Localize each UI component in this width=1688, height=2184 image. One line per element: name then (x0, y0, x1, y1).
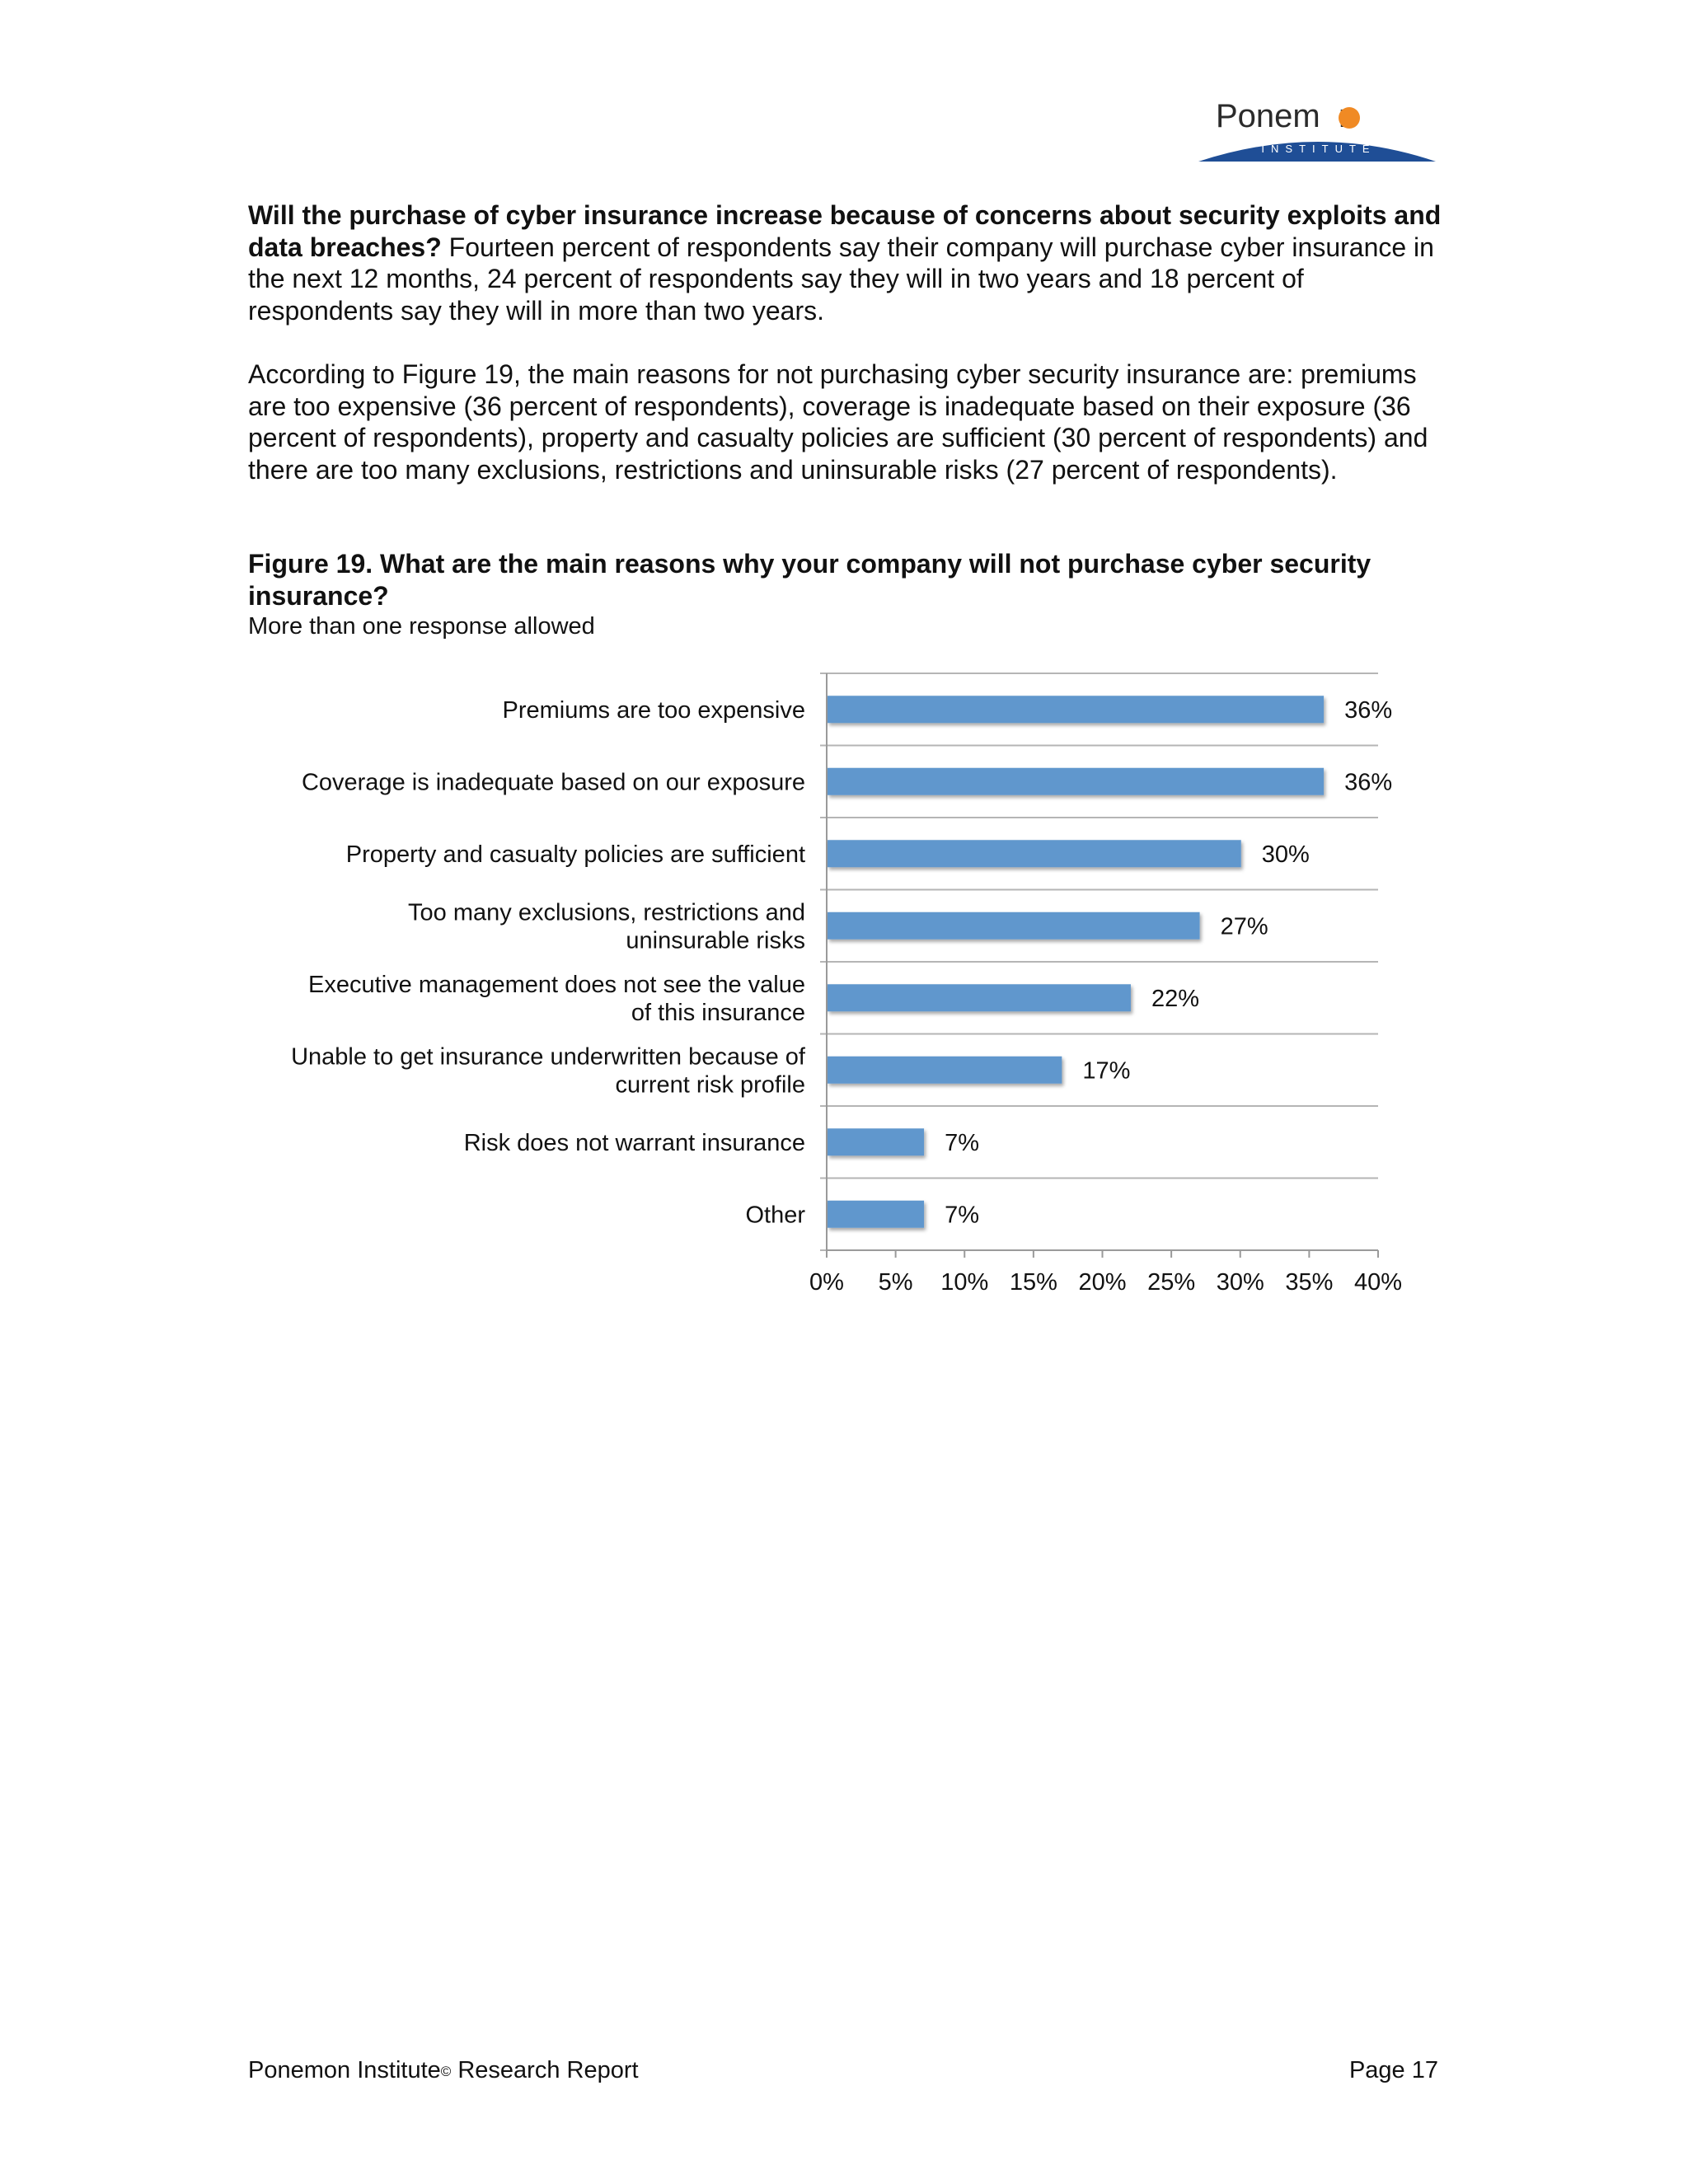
bar-value-label: 17% (1082, 1057, 1131, 1085)
intro-paragraph (248, 199, 1443, 326)
category-label: Other (745, 1202, 805, 1229)
bar-value-label: 36% (1344, 769, 1393, 796)
bar (828, 1057, 1062, 1084)
intro-question: Will the purchase of cyber insurance increase because of concerns about security exploits and data breaches? (248, 200, 1442, 262)
ponemon-institute-logo (1195, 97, 1442, 163)
category-label: Premiums are too expensive (502, 696, 805, 724)
category-label: Executive management does not see the value of this insurance (308, 971, 805, 1026)
x-tick-label: 5% (878, 1269, 913, 1296)
footer-report-text: Research Report (451, 2057, 639, 2083)
footer-report-name (248, 2057, 639, 2084)
logo-sub-text: INSTITUTE (1261, 143, 1376, 155)
footer-institute: Ponemon Institute (248, 2057, 441, 2083)
bar (828, 1128, 924, 1155)
category-label: Property and casualty policies are sufficient (345, 841, 805, 868)
category-label: Too many exclusions, restrictions and uninsurable risks (408, 899, 805, 954)
bar-value-label: 36% (1344, 696, 1393, 724)
category-label: Coverage is inadequate based on our exposure (301, 769, 805, 796)
footer-copyright-mark: © (440, 2064, 452, 2079)
footer-page-number: Page 17 (1348, 2057, 1438, 2083)
bar-value-label: 30% (1261, 841, 1310, 868)
bar (828, 768, 1324, 795)
bar-value-label: 27% (1220, 913, 1268, 940)
figure-title: Figure 19. What are the main reasons why your company will not purchase cyber security insurance? (248, 549, 1372, 611)
bar-value-label: 7% (945, 1129, 979, 1156)
x-tick-label: 15% (1009, 1269, 1057, 1296)
x-tick-label: 20% (1078, 1269, 1127, 1296)
x-tick-label: 30% (1216, 1269, 1264, 1296)
category-label: Risk does not warrant insurance (463, 1129, 805, 1156)
figure-subtitle: More than one response allowed (248, 613, 595, 640)
bar (828, 1201, 924, 1228)
logo-orange-dot (1339, 107, 1360, 129)
x-tick-label: 10% (940, 1269, 989, 1296)
intro-answer: Fourteen percent of respondents say their company will purchase cyber insurance in the next 12 months, 24 percent of respondents say they will in two years and 18 percent of respondents say they will in more than two years. (248, 232, 1434, 326)
x-tick-label: 25% (1147, 1269, 1196, 1296)
bar-value-label: 7% (945, 1202, 979, 1229)
category-label: Unable to get insurance underwritten because of current risk profile (291, 1043, 805, 1099)
bar (828, 696, 1324, 723)
x-tick-label: 0% (809, 1269, 844, 1296)
logo-name-text: Ponemo (1216, 98, 1339, 134)
bar-value-label: 22% (1151, 985, 1199, 1012)
bar (828, 912, 1200, 940)
reasons-paragraph: According to Figure 19, the main reasons for not purchasing cyber security insurance are: premiums are too expensive (36 percent of respondents), coverage is inadequate based on their exposure (36 percent of respondents), property and casualty policies are sufficient (30 percent of respondents) and there are too many exclusions, restrictions and uninsurable risks (27 percent of respondents). (248, 359, 1428, 485)
x-tick-label: 40% (1353, 1269, 1403, 1296)
bar (828, 984, 1131, 1011)
bar (828, 840, 1241, 867)
x-tick-label: 35% (1285, 1269, 1334, 1296)
